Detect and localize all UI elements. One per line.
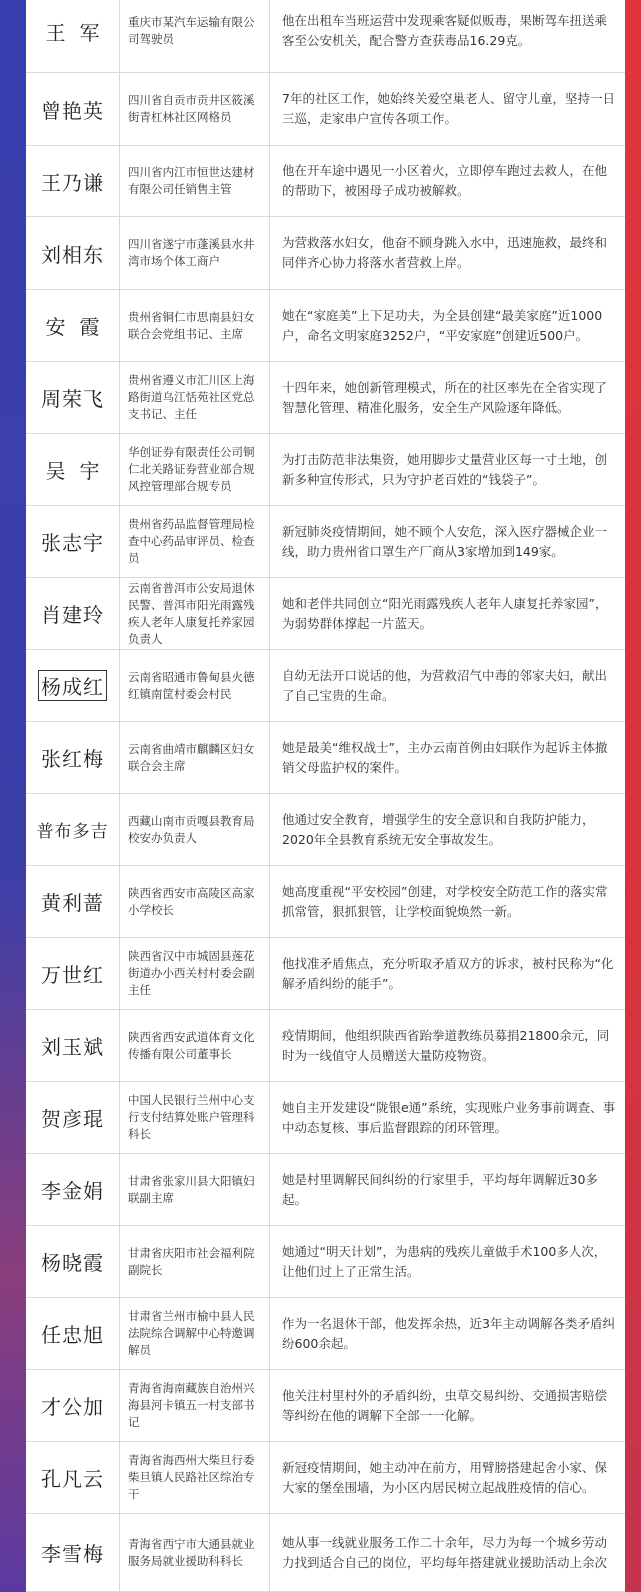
description-text: 他在开车途中遇见一小区着火，立即停车跑过去救人，在他的帮助下，被困母子成功被解救。 (282, 163, 608, 198)
organization-text: 重庆市某汽车运输有限公司驾驶员 (128, 15, 255, 46)
person-name: 李雪梅 (41, 1542, 104, 1566)
description-text: 为打击防范非法集资，她用脚步丈量营业区每一寸土地，创新多种宣传形式，只为守护老百姓的“钱袋子”。 (282, 451, 608, 487)
description-text: 她是村里调解民间纠纷的行家里手，平均每年调解近30多起。 (282, 1171, 598, 1207)
organization-text: 陕西省西安市高陵区高家小学校长 (128, 885, 255, 917)
name-cell (26, 938, 120, 1009)
organization-cell (120, 1082, 270, 1153)
organization-text: 云南省曲靖市麒麟区妇女联合会主席 (128, 741, 255, 773)
name-cell (26, 217, 120, 289)
name-cell (26, 1154, 120, 1225)
table-row (26, 1442, 625, 1514)
name-cell (26, 73, 120, 145)
organization-cell (120, 1010, 270, 1081)
name-cell (26, 1298, 120, 1369)
person-name: 黄利蔷 (41, 891, 104, 915)
organization-cell (120, 1154, 270, 1225)
table-row (26, 1370, 625, 1442)
right-decorative-band (625, 0, 641, 1592)
organization-cell (120, 938, 270, 1009)
organization-text: 甘肃省兰州市榆中县人民法院综合调解中心特邀调解员 (128, 1309, 255, 1357)
description-cell (270, 146, 625, 216)
description-text: 作为一名退休干部，他发挥余热，近3年主动调解各类矛盾纠纷600余起。 (282, 1315, 615, 1351)
name-cell (26, 1514, 120, 1591)
description-text: 她和老伴共同创立“阳光雨露残疾人老年人康复托养家园”，为弱势群体撑起一片蓝天。 (282, 595, 608, 631)
table-row (26, 217, 625, 290)
description-text: 她通过“明天计划”，为患病的残疾儿童做手术100多人次，让他们过上了正常生活。 (282, 1243, 607, 1279)
person-name: 才公加 (41, 1395, 104, 1419)
person-name: 张红梅 (41, 747, 104, 771)
table-row (26, 866, 625, 938)
description-text: 自幼无法开口说话的他，为营救沼气中毒的邻家夫妇，献出了自己宝贵的生命。 (282, 667, 608, 703)
organization-cell (120, 0, 270, 72)
table-row (26, 146, 625, 217)
person-name: 刘玉斌 (41, 1035, 104, 1059)
name-cell (26, 1370, 120, 1441)
organization-text: 青海省西宁市大通县就业服务局就业援助科科长 (128, 1536, 255, 1568)
organization-text: 陕西省汉中市城固县莲花街道办小西关村村委会副主任 (128, 949, 255, 997)
name-cell (26, 1442, 120, 1513)
name-cell (26, 0, 120, 72)
organization-cell (120, 217, 270, 289)
person-name: 杨晓霞 (41, 1251, 104, 1275)
person-name: 周荣飞 (41, 387, 104, 411)
organization-cell (120, 794, 270, 865)
organization-text: 甘肃省张家川县大阳镇妇联副主席 (128, 1173, 255, 1205)
name-cell (26, 1226, 120, 1297)
organization-text: 云南省昭通市鲁甸县火德红镇南筐村委会村民 (128, 669, 255, 701)
organization-cell (120, 578, 270, 649)
table-row (26, 650, 625, 722)
description-cell (270, 1298, 625, 1369)
description-cell (270, 866, 625, 937)
description-cell (270, 650, 625, 721)
organization-cell (120, 1442, 270, 1513)
person-name: 杨成红 (38, 670, 107, 701)
description-cell (270, 938, 625, 1009)
organization-text: 贵州省铜仁市思南县妇女联合会党组书记、主席 (128, 309, 255, 341)
organization-cell (120, 722, 270, 793)
description-text: 7年的社区工作，她始终关爱空巢老人、留守儿童，坚持一日三巡，走家串户宣传各项工作。 (282, 91, 615, 126)
organization-cell (120, 506, 270, 577)
name-cell (26, 290, 120, 361)
description-cell (270, 290, 625, 361)
organization-text: 陕西省西安武道体育文化传播有限公司董事长 (128, 1029, 255, 1061)
name-cell (26, 650, 120, 721)
description-text: 疫情期间，他组织陕西省跆拳道教练员募捐21800余元，同时为一线值守人员赠送大量防疫物资。 (282, 1027, 610, 1063)
person-name: 安霞 (45, 315, 114, 339)
description-cell (270, 217, 625, 289)
person-name: 普布多吉 (36, 822, 109, 842)
organization-cell (120, 73, 270, 145)
organization-text: 青海省海西州大柴旦行委柴旦镇人民路社区综治专干 (128, 1453, 255, 1501)
left-decorative-band (0, 0, 26, 1592)
table-row (26, 1226, 625, 1298)
description-text: 她从事一线就业服务工作二十余年，尽力为每一个城乡劳动力找到适合自己的岗位，平均每年搭建就业援助活动上余次 (282, 1534, 608, 1570)
description-cell (270, 1370, 625, 1441)
description-text: 他通过安全教育，增强学生的安全意识和自我防护能力，2020年全县教育系统无安全事故发生。 (282, 811, 595, 847)
description-cell (270, 434, 625, 505)
description-text: 她自主开发建设“陇银e通”系统，实现账户业务事前调查、事中动态复核、事后监督跟踪的闭环管理。 (282, 1099, 616, 1135)
table-row (26, 73, 625, 146)
person-name: 曾艳英 (41, 98, 104, 123)
table-row (26, 938, 625, 1010)
description-text: 为营救落水妇女，他奋不顾身跳入水中，迅速施救，最终和同伴齐心协力将落水者营救上岸。 (282, 235, 608, 270)
description-text: 他找准矛盾焦点，充分听取矛盾双方的诉求，被村民称为“化解矛盾纠纷的能手”。 (282, 955, 614, 991)
organization-text: 四川省遂宁市蓬溪县水井湾市场个体工商户 (128, 237, 255, 268)
description-cell (270, 1010, 625, 1081)
table-row (26, 0, 625, 73)
organization-text: 甘肃省庆阳市社会福利院副院长 (128, 1245, 255, 1277)
table-row (26, 362, 625, 434)
table-row (26, 722, 625, 794)
description-cell (270, 1082, 625, 1153)
name-cell (26, 434, 120, 505)
description-text: 新冠疫情期间，她主动冲在前方，用臂膀搭建起舍小家、保大家的堡垒围墙，为小区内居民树立起战胜疫情的信心。 (282, 1459, 608, 1495)
description-text: 他在出租车当班运营中发现乘客疑似贩毒，果断驾车扭送乘客至公安机关，配合警方查获毒品16.29克。 (282, 13, 608, 48)
organization-cell (120, 1226, 270, 1297)
person-name: 吴宇 (45, 459, 114, 483)
person-name: 万世红 (41, 963, 104, 987)
organization-cell (120, 290, 270, 361)
description-text: 十四年来，她创新管理模式，所在的社区率先在全省实现了智慧化管理、精准化服务，安全生产风险逐年降低。 (282, 379, 608, 415)
description-cell (270, 1226, 625, 1297)
table-row (26, 578, 625, 650)
organization-cell (120, 362, 270, 433)
description-text: 新冠肺炎疫情期间，她不顾个人安危，深入医疗器械企业一线，助力贵州省口罩生产厂商从3家增加到149家。 (282, 523, 608, 559)
description-cell (270, 362, 625, 433)
table-row (26, 794, 625, 866)
organization-text: 青海省海南藏族自治州兴海县河卡镇五一村支部书记 (128, 1381, 255, 1429)
table-row (26, 506, 625, 578)
person-name: 王乃谦 (41, 170, 104, 195)
organization-cell (120, 1370, 270, 1441)
description-cell (270, 73, 625, 145)
organization-cell (120, 146, 270, 216)
honor-table (26, 0, 625, 1592)
organization-cell (120, 866, 270, 937)
table-row (26, 1082, 625, 1154)
description-cell (270, 1514, 625, 1591)
name-cell (26, 866, 120, 937)
name-cell (26, 1082, 120, 1153)
name-cell (26, 146, 120, 216)
description-cell (270, 578, 625, 649)
name-cell (26, 506, 120, 577)
organization-text: 四川省内江市恒世达建材有限公司任销售主管 (128, 165, 255, 196)
table-row (26, 1298, 625, 1370)
table-row (26, 1010, 625, 1082)
description-cell (270, 722, 625, 793)
description-text: 她在“家庭美”上下足功夫，为全县创建“最美家庭”近1000户，命名文明家庭3252户，“平安家庭”创建近500户。 (282, 307, 603, 343)
organization-text: 云南省普洱市公安局退休民警、普洱市阳光雨露残疾人老年人康复托养家园负责人 (128, 580, 255, 646)
table-row (26, 290, 625, 362)
organization-text: 西藏山南市贡嘎县教育局校安办负责人 (128, 813, 255, 845)
organization-text: 华创证券有限责任公司铜仁北关路证券营业部合规风控管理部合规专员 (128, 445, 255, 493)
table-row (26, 1514, 625, 1592)
table-row (26, 434, 625, 506)
description-cell (270, 506, 625, 577)
organization-cell (120, 434, 270, 505)
organization-text: 四川省自贡市贡井区筱溪街青杠林社区网格员 (128, 93, 255, 124)
organization-text: 中国人民银行兰州中心支行支付结算处账户管理科科长 (128, 1093, 255, 1141)
table-row (26, 1154, 625, 1226)
person-name: 张志宇 (41, 531, 104, 555)
description-cell (270, 794, 625, 865)
person-name: 刘相东 (41, 242, 104, 267)
description-text: 她是最美“维权战士”，主办云南首例由妇联作为起诉主体撤销父母监护权的案件。 (282, 739, 608, 775)
person-name: 李金娟 (41, 1179, 104, 1203)
name-cell (26, 578, 120, 649)
description-cell (270, 1442, 625, 1513)
description-text: 他关注村里村外的矛盾纠纷，虫草交易纠纷、交通损害赔偿等纠纷在他的调解下全部一一化解。 (282, 1387, 608, 1423)
description-cell (270, 0, 625, 72)
description-text: 她高度重视“平安校园”创建，对学校安全防范工作的落实常抓常管，狠抓狠管，让学校面貌焕然一新。 (282, 883, 608, 919)
name-cell (26, 722, 120, 793)
person-name: 肖建玲 (41, 603, 104, 627)
organization-cell (120, 1514, 270, 1591)
person-name: 任忠旭 (41, 1323, 104, 1347)
organization-text: 贵州省药品监督管理局检查中心药品审评员、检查员 (128, 517, 255, 565)
name-cell (26, 794, 120, 865)
person-name: 贺彦琨 (41, 1107, 104, 1131)
person-name: 王军 (45, 20, 114, 45)
person-name: 孔凡云 (41, 1467, 104, 1491)
description-cell (270, 1154, 625, 1225)
name-cell (26, 362, 120, 433)
organization-cell (120, 1298, 270, 1369)
organization-text: 贵州省遵义市汇川区上海路街道乌江恬苑社区党总支书记、主任 (128, 373, 255, 421)
name-cell (26, 1010, 120, 1081)
organization-cell (120, 650, 270, 721)
